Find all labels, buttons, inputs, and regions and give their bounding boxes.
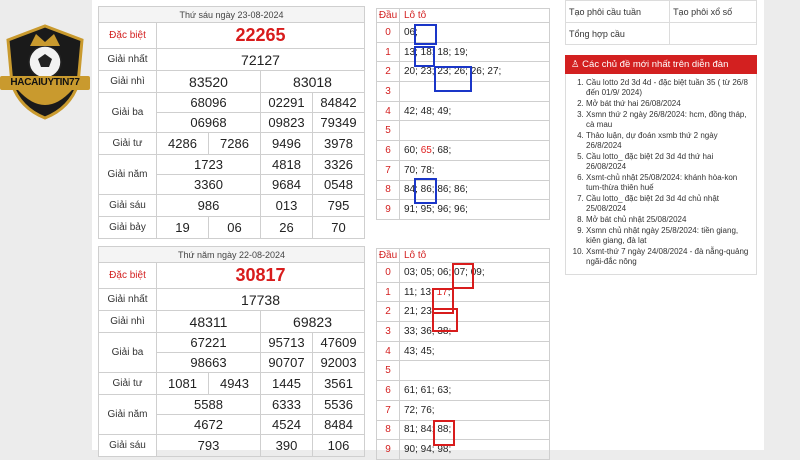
prize-number: 06968 xyxy=(157,113,261,133)
results-date: Thứ sáu ngày 23-08-2024 xyxy=(99,7,365,23)
link-tao-phoi-cau-tuan[interactable]: Tạo phôi cầu tuần xyxy=(566,1,670,23)
loto-values-text: 91; 95; 96; 96; xyxy=(404,204,468,216)
forum-topic-link[interactable]: 2. Mở bát thứ hai 26/08/2024 xyxy=(586,99,750,109)
prize-number: 5588 xyxy=(157,395,261,415)
prize-number: 68096 xyxy=(157,93,261,113)
loto-values-text: 06; xyxy=(404,26,418,38)
loto-head-digit: 2 xyxy=(377,62,400,82)
loto-values xyxy=(400,160,550,180)
prize-label: Giải nhì xyxy=(99,71,157,93)
prize-number: 70 xyxy=(313,217,365,239)
prize-number: 92003 xyxy=(313,353,365,373)
prize-number: 3360 xyxy=(157,175,261,195)
loto-values xyxy=(400,302,550,322)
loto-values-text: 72; 76; xyxy=(404,404,435,416)
prize-label: Đặc biệt xyxy=(99,263,157,289)
loto-head-label: Đầu xyxy=(377,9,400,23)
loto-values xyxy=(400,341,550,361)
prize-number: 9496 xyxy=(261,133,313,155)
prize-number: 6333 xyxy=(261,395,313,415)
loto-head-digit: 8 xyxy=(377,420,400,440)
results-table-2 xyxy=(98,246,365,457)
loto-values-text: 33; 36; 38; xyxy=(404,325,452,337)
prize-number: 1445 xyxy=(261,373,313,395)
loto-values-text: 84; 86; 86; 86; xyxy=(404,184,468,196)
loto-values-text: 42; 48; 49; xyxy=(404,105,452,117)
loto-head-digit: 2 xyxy=(377,302,400,322)
loto-head-digit: 5 xyxy=(377,361,400,381)
loto-values-tail: ; xyxy=(447,286,451,298)
loto-values-label: Lô tô xyxy=(400,249,550,263)
loto-table-2 xyxy=(376,248,550,460)
forum-topic-link[interactable]: 10. Xsmt-thứ 7 ngày 24/08/2024 - đà nẵng-quảng ngãi-đắc nông xyxy=(586,247,750,267)
prize-number: 4818 xyxy=(261,155,313,175)
prize-label: Giải sáu xyxy=(99,435,157,457)
loto-values-text: 21; 23; xyxy=(404,306,435,318)
prize-label: Giải tư xyxy=(99,373,157,395)
loto-special-number: 17 xyxy=(436,286,448,298)
quick-links xyxy=(565,0,757,45)
loto-head-digit: 8 xyxy=(377,180,400,200)
loto-values xyxy=(400,263,550,283)
prize-number: 1723 xyxy=(157,155,261,175)
loto-values-text: 70; 78; xyxy=(404,164,435,176)
prize-number: 3978 xyxy=(313,133,365,155)
prize-label: Giải nhì xyxy=(99,311,157,333)
forum-topic-link[interactable]: 6. Xsmt-chủ nhật 25/08/2024: khánh hòa-kon tum-thừa thiên huế xyxy=(586,173,750,193)
prize-number: 5536 xyxy=(313,395,365,415)
loto-values-text: 03; 05; 06; 07; 09; xyxy=(404,266,485,278)
prize-number: 02291 xyxy=(261,93,313,113)
loto-head-digit: 7 xyxy=(377,400,400,420)
loto-values xyxy=(400,420,550,440)
loto-head-digit: 1 xyxy=(377,282,400,302)
prize-number: 9684 xyxy=(261,175,313,195)
loto-values xyxy=(400,200,550,220)
prize-number: 8484 xyxy=(313,415,365,435)
prize-number: 106 xyxy=(313,435,365,457)
users-icon: ♙ xyxy=(571,59,580,70)
forum-topic-link[interactable]: 9. Xsmn chủ nhật ngày 25/8/2024: tiền giang, kiên giang, đà lạt xyxy=(586,226,750,246)
prize-label: Giải bảy xyxy=(99,217,157,239)
prize-number: 06 xyxy=(209,217,261,239)
loto-values xyxy=(400,23,550,43)
prize-number: 48311 xyxy=(157,311,261,333)
forum-topics-list xyxy=(572,78,750,267)
prize-number: 19 xyxy=(157,217,209,239)
loto-values xyxy=(400,101,550,121)
logo-shield-icon xyxy=(0,22,90,122)
loto-values xyxy=(400,141,550,161)
forum-topics-title: Các chủ đề mới nhất trên diễn đàn xyxy=(582,59,729,70)
prize-number: 390 xyxy=(261,435,313,457)
prize-number: 47609 xyxy=(313,333,365,353)
loto-values-text: 20; 23; 23; 26; 26; 27; xyxy=(404,66,502,78)
right-sidebar xyxy=(565,0,757,275)
prize-number: 4672 xyxy=(157,415,261,435)
loto-head-digit: 7 xyxy=(377,160,400,180)
loto-values xyxy=(400,180,550,200)
results-table-1 xyxy=(98,6,365,239)
loto-values-tail: ; 68; xyxy=(431,144,452,156)
loto-head-digit: 4 xyxy=(377,341,400,361)
prize-number: 4524 xyxy=(261,415,313,435)
loto-values xyxy=(400,361,550,381)
prize-number: 0548 xyxy=(313,175,365,195)
loto-head-digit: 9 xyxy=(377,200,400,220)
prize-number: 793 xyxy=(157,435,261,457)
loto-head-digit: 6 xyxy=(377,381,400,401)
prize-label: Giải sáu xyxy=(99,195,157,217)
forum-topics-header xyxy=(565,55,757,74)
prize-number: 72127 xyxy=(157,49,365,71)
site-logo[interactable] xyxy=(0,22,90,122)
loto-values-text: 90; 94; 98; xyxy=(404,444,452,456)
loto-special-number: 65 xyxy=(420,144,432,156)
loto-head-digit: 3 xyxy=(377,82,400,102)
results-date: Thứ năm ngày 22-08-2024 xyxy=(99,247,365,263)
loto-values xyxy=(400,381,550,401)
loto-values xyxy=(400,322,550,342)
prize-number: 17738 xyxy=(157,289,365,311)
loto-values xyxy=(400,400,550,420)
prize-number: 1081 xyxy=(157,373,209,395)
prize-number: 4286 xyxy=(157,133,209,155)
prize-number: 26 xyxy=(261,217,313,239)
prize-number: 79349 xyxy=(313,113,365,133)
prize-label: Giải nhất xyxy=(99,49,157,71)
loto-values xyxy=(400,282,550,302)
prize-number: 69823 xyxy=(261,311,365,333)
prize-number: 22265 xyxy=(157,23,365,49)
prize-number: 3561 xyxy=(313,373,365,395)
prize-number: 986 xyxy=(157,195,261,217)
loto-values xyxy=(400,62,550,82)
loto-values-text: 11; 13; xyxy=(404,286,437,298)
forum-topics-panel xyxy=(565,74,757,275)
prize-label: Giải năm xyxy=(99,155,157,195)
prize-number: 7286 xyxy=(209,133,261,155)
loto-head-digit: 5 xyxy=(377,121,400,141)
loto-table-1 xyxy=(376,8,550,220)
loto-head-digit: 6 xyxy=(377,141,400,161)
loto-values-text: 81; 84; 88; xyxy=(404,424,452,436)
prize-number: 84842 xyxy=(313,93,365,113)
loto-head-digit: 0 xyxy=(377,23,400,43)
loto-values xyxy=(400,42,550,62)
prize-number: 4943 xyxy=(209,373,261,395)
loto-head-digit: 9 xyxy=(377,440,400,460)
prize-number: 90707 xyxy=(261,353,313,373)
prize-label: Giải ba xyxy=(99,333,157,373)
prize-number: 83018 xyxy=(261,71,365,93)
prize-label: Giải tư xyxy=(99,133,157,155)
loto-values-text: 13; 18; 18; 19; xyxy=(404,46,468,58)
prize-number: 3326 xyxy=(313,155,365,175)
prize-number: 95713 xyxy=(261,333,313,353)
forum-topic-link[interactable]: 5. Cầu lotto_ đặc biệt 2d 3d 4d thứ hai 26/08/2024 xyxy=(586,152,750,172)
forum-topic-link[interactable]: 4. Thảo luận, dự đoán xsmb thứ 2 ngày 26/8/2024 xyxy=(586,131,750,151)
prize-label: Đặc biệt xyxy=(99,23,157,49)
prize-label: Giải ba xyxy=(99,93,157,133)
loto-values xyxy=(400,82,550,102)
loto-values-text: 61; 61; 63; xyxy=(404,384,452,396)
prize-label: Giải nhất xyxy=(99,289,157,311)
prize-label: Giải năm xyxy=(99,395,157,435)
prize-number: 67221 xyxy=(157,333,261,353)
forum-topic-link[interactable]: 8. Mở bát chủ nhật 25/08/2024 xyxy=(586,215,750,225)
prize-number: 83520 xyxy=(157,71,261,93)
loto-head-digit: 3 xyxy=(377,322,400,342)
prize-number: 013 xyxy=(261,195,313,217)
loto-head-digit: 0 xyxy=(377,263,400,283)
link-empty xyxy=(670,23,757,45)
loto-values-label: Lô tô xyxy=(400,9,550,23)
logo-text: HACAIUYTIN77 xyxy=(10,77,80,88)
prize-number: 98663 xyxy=(157,353,261,373)
loto-values-text: 43; 45; xyxy=(404,345,435,357)
forum-topic-link[interactable]: 3. Xsmn thứ 2 ngày 26/8/2024: hcm, đồng tháp, cà mau xyxy=(586,110,750,130)
prize-number: 09823 xyxy=(261,113,313,133)
loto-head-digit: 4 xyxy=(377,101,400,121)
link-tong-hop-cau[interactable]: Tổng hợp cầu xyxy=(566,23,670,45)
loto-head-digit: 1 xyxy=(377,42,400,62)
prize-number: 30817 xyxy=(157,263,365,289)
loto-values-text: 60; xyxy=(404,144,421,156)
loto-head-label: Đầu xyxy=(377,249,400,263)
link-tao-phoi-xo-so[interactable]: Tạo phôi xổ số xyxy=(670,1,757,23)
prize-number: 795 xyxy=(313,195,365,217)
forum-topic-link[interactable]: 1. Cầu lotto 2d 3d 4d - đặc biệt tuần 35 ( từ 26/8 đến 01/9/ 2024) xyxy=(586,78,750,98)
forum-topic-link[interactable]: 7. Cầu lotto_ đặc biệt 2d 3d 4d chủ nhật 25/08/2024 xyxy=(586,194,750,214)
loto-values xyxy=(400,121,550,141)
